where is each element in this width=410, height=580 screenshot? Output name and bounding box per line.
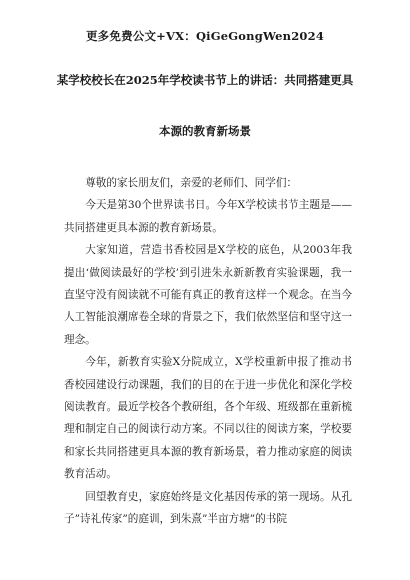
body-paragraph: 大家知道，营造书香校园是X学校的底色，从2003年我提出‘做阅读最好的学校’到引进朱永新新教育实验课题，我一直坚守没有阅读就不可能有真正的教育这样一个观念。在当今人工智能浪潮席卷全球的背景之下，我们依然坚信和坚守这一理念。 [64,244,352,346]
document-title-line-2: 本源的教育新场景 [159,124,251,138]
body-paragraph: 今天是第30个世界读书日。今年X学校读书节主题是——共同搭建更具本源的教育新场景。 [64,199,352,234]
document-body [64,172,352,531]
body-paragraph: 回望教育史，家庭始终是文化基因传承的第一现场。从孔子”诗礼传家”的庭训，到朱熹”半亩方塘”的书院 [64,490,352,526]
body-paragraph: 今年，新教育实验X分院成立，X学校重新申报了推动书香校园建设行动课题，我们的目的在于进一步优化和深化学校阅读教育。最近学校各个教研组，各个年级、班级都在重新梳理和制定自己的阅读行动方案。不同以往的阅读方案，学校要和家长共同搭建更具本源的教育新场景，着力推动家庭的阅读教育活动。 [64,356,352,481]
greeting-paragraph: 尊敬的家长朋友们，亲爱的老师们、同学们： [85,177,298,189]
promo-header: 更多免费公文+VX：QiGeGongWen2024 [85,29,325,43]
document-title-line-1: 某学校校长在2025年学校读书节上的讲话：共同搭建更具 [56,73,354,87]
